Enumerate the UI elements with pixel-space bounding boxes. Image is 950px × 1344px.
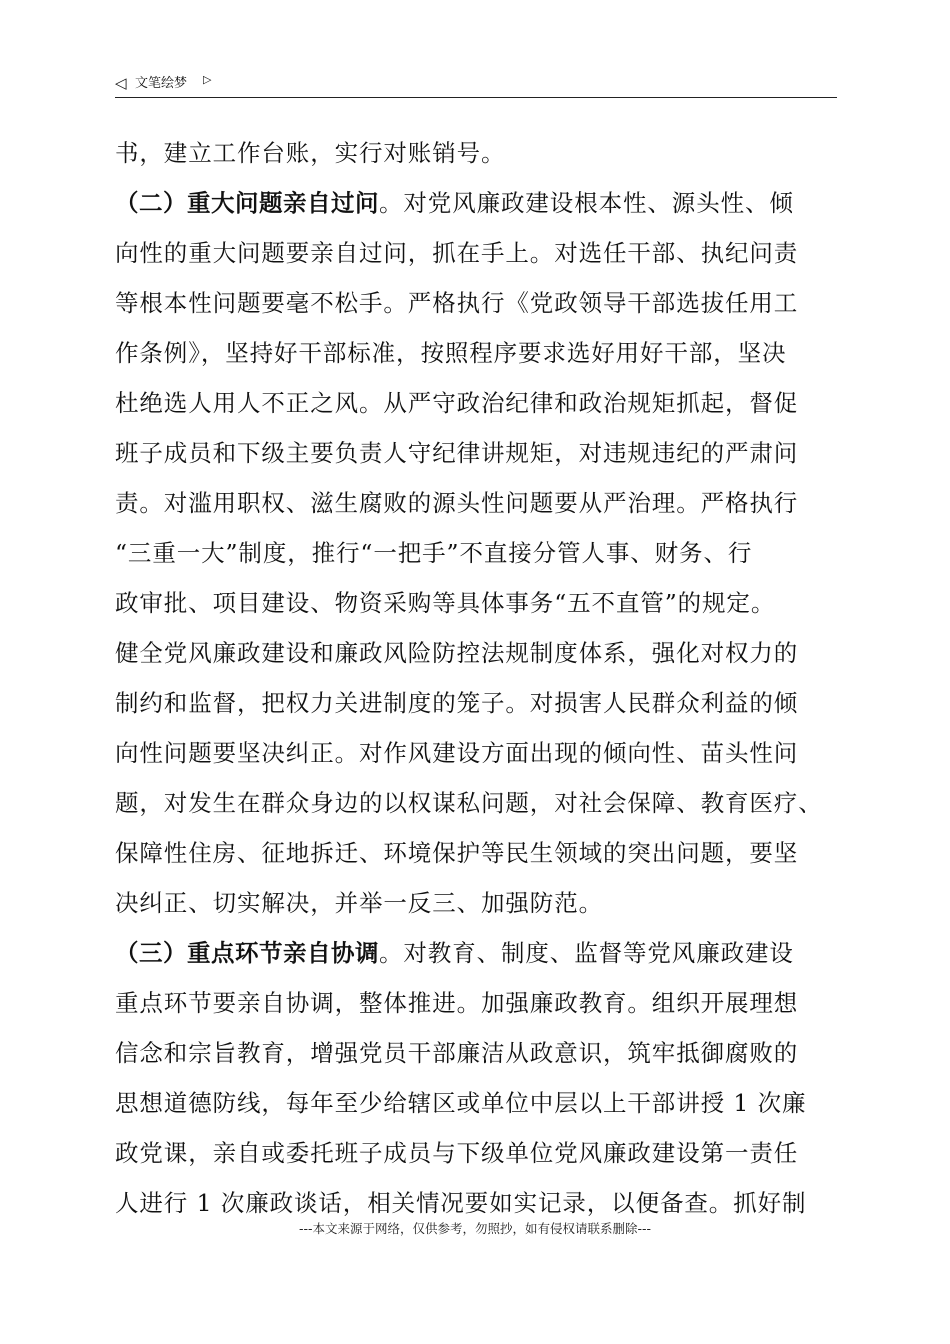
line-text: 政审批、项目建设、物资采购等具体事务“五不直管”的规定。: [115, 589, 776, 617]
page-header: [115, 72, 837, 98]
line-text: 作条例》，坚持好干部标准，按照程序要求选好用好干部，坚决: [115, 339, 787, 367]
text-line: [115, 628, 845, 678]
line-text: 保障性住房、征地拆迁、环境保护等民生领域的突出问题，要坚: [115, 839, 799, 867]
footer-disclaimer: ---本文来源于网络，仅供参考，勿照抄，如有侵权请联系删除---: [298, 1221, 652, 1236]
text-line: [115, 778, 845, 828]
line-text: 班子成员和下级主要负责人守纪律讲规矩，对违规违纪的严肃问: [115, 439, 799, 467]
line-text: 决纠正、切实解决，并举一反三、加强防范。: [115, 889, 603, 917]
text-line: [115, 1028, 845, 1078]
text-line: [115, 728, 845, 778]
line-text: 书，建立工作台账，实行对账销号。: [115, 139, 506, 167]
text-line: [115, 378, 845, 428]
text-line: [115, 978, 845, 1028]
left-triangle-icon: ◁: [115, 74, 127, 92]
line-text: 政党课，亲自或委托班子成员与下级单位党风廉政建设第一责任: [115, 1139, 799, 1167]
text-line: [115, 678, 845, 728]
text-line: [115, 278, 845, 328]
text-line: [115, 828, 845, 878]
section-heading: （三）重点环节亲自协调: [115, 939, 379, 967]
line-text: 人进行 1 次廉政谈话，相关情况要如实记录，以便备查。抓好制: [115, 1189, 807, 1217]
text-line: [115, 228, 845, 278]
text-line: [115, 928, 845, 978]
text-line: [115, 878, 845, 928]
text-line: [115, 478, 845, 528]
section-heading: （二）重大问题亲自过问: [115, 189, 379, 217]
text-line: [115, 328, 845, 378]
text-line: [115, 128, 845, 178]
line-text: 制约和监督，把权力关进制度的笼子。对损害人民群众利益的倾: [115, 689, 799, 717]
text-line: [115, 1128, 845, 1178]
line-text: “三重一大”制度，推行“一把手”不直接分管人事、财务、行: [115, 539, 753, 567]
right-triangle-icon: ▷: [203, 73, 212, 86]
line-text: 杜绝选人用人不正之风。从严守政治纪律和政治规矩抓起，督促: [115, 389, 799, 417]
text-line: [115, 578, 845, 628]
text-line: [115, 178, 845, 228]
text-line: [115, 428, 845, 478]
line-text: 重点环节要亲自协调，整体推进。加强廉政教育。组织开展理想: [115, 989, 799, 1017]
line-text: 题，对发生在群众身边的以权谋私问题，对社会保障、教育医疗、: [115, 789, 823, 817]
line-text: 思想道德防线，每年至少给辖区或单位中层以上干部讲授 1 次廉: [115, 1089, 807, 1117]
line-text: 。对党风廉政建设根本性、源头性、倾: [379, 189, 794, 217]
line-text: 向性的重大问题要亲自过问，抓在手上。对选任干部、执纪问责: [115, 239, 799, 267]
line-text: 责。对滥用职权、滋生腐败的源头性问题要从严治理。严格执行: [115, 489, 799, 517]
line-text: 。对教育、制度、监督等党风廉政建设: [379, 939, 794, 967]
header-divider: [115, 97, 837, 98]
text-line: [115, 528, 845, 578]
line-text: 信念和宗旨教育，增强党员干部廉洁从政意识，筑牢抵御腐败的: [115, 1039, 799, 1067]
line-text: 等根本性问题要毫不松手。严格执行《党政领导干部选拔任用工: [115, 289, 799, 317]
line-text: 健全党风廉政建设和廉政风险防控法规制度体系，强化对权力的: [115, 639, 799, 667]
header-title: 文笔绘梦: [135, 76, 188, 91]
line-text: 向性问题要坚决纠正。对作风建设方面出现的倾向性、苗头性问: [115, 739, 799, 767]
text-line: [115, 1078, 845, 1128]
document-body: [115, 128, 845, 1228]
